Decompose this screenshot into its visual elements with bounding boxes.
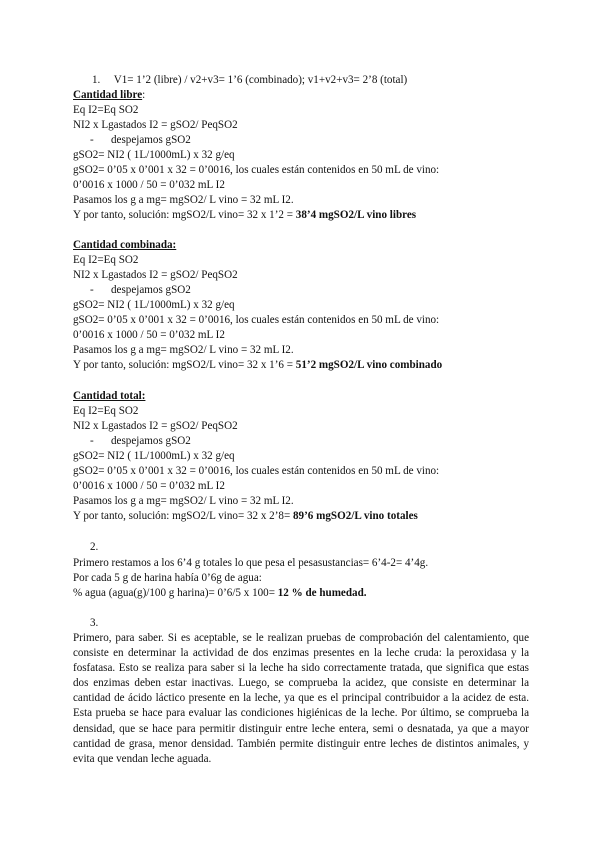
libre-line-7: Pasamos los g a mg= mgSO2/ L vino = 32 mL I2. [73,194,294,206]
libre-heading-colon: : [142,89,146,101]
total-heading: Cantidad total: [73,390,146,402]
combinada-line-6: 0’0016 x 1000 / 50 = 0’032 mL I2 [73,329,225,341]
libre-heading: Cantidad libre [73,89,143,101]
item2-line-1: Primero restamos a los 6’4 g totales lo que pesa el pesasustancias= 6’4-2= 4’4g. [73,557,429,569]
item2-result-text: % agua (agua(g)/100 g harina)= 0’6/5 x 100= [73,587,278,599]
item3-number: 3. [90,617,99,629]
total-line-5: gSO2= 0’05 x 0’001 x 32 = 0’0016, los cuales están contenidos en 50 mL de vino: [73,465,440,477]
item1-text: V1= 1’2 (libre) / v2+v3= 1’6 (combinado); v1+v2+v3= 2’8 (total) [113,74,408,86]
combinada-result-value: 51’2 mgSO2/L vino combinado [295,359,443,371]
combinada-line-7: Pasamos los g a mg= mgSO2/ L vino = 32 mL I2. [73,344,294,356]
total-bullet: - [90,435,94,447]
total-heading-line [73,389,145,404]
libre-line-3: despejamos gSO2 [111,134,191,146]
libre-heading-line [73,88,145,103]
total-line-4: gSO2= NI2 ( 1L/1000mL) x 32 g/eq [73,450,235,462]
item2-result-value: 12 % de humedad. [277,587,367,599]
libre-line-6: 0’0016 x 1000 / 50 = 0’032 mL I2 [73,179,225,191]
libre-result-line [73,208,416,223]
item2-result-line [73,586,367,601]
total-line-1: Eq I2=Eq SO2 [73,405,139,417]
item2-line-2: Por cada 5 g de harina había 0’6g de agua: [73,572,262,584]
libre-result-text: Y por tanto, solución: mgSO2/L vino= 32 x 1’2 = [73,209,296,221]
libre-bullet: - [90,134,94,146]
item1-number: 1. [92,74,101,86]
combinada-heading-line [73,238,176,253]
libre-result-value: 38’4 mgSO2/L vino libres [295,209,417,221]
item1-line [92,73,407,88]
total-result-value: 89’6 mgSO2/L vino totales [293,510,418,522]
item2-number: 2. [90,541,99,553]
total-line-6: 0’0016 x 1000 / 50 = 0’032 mL I2 [73,480,225,492]
combinada-bullet: - [90,284,94,296]
total-result-line [73,509,418,524]
combinada-line-5: gSO2= 0’05 x 0’001 x 32 = 0’0016, los cuales están contenidos en 50 mL de vino: [73,314,440,326]
libre-line-4: gSO2= NI2 ( 1L/1000mL) x 32 g/eq [73,149,235,161]
total-line-3: despejamos gSO2 [111,435,191,447]
libre-line-5: gSO2= 0’05 x 0’001 x 32 = 0’0016, los cuales están contenidos en 50 mL de vino: [73,164,440,176]
total-line-7: Pasamos los g a mg= mgSO2/ L vino = 32 mL I2. [73,495,294,507]
item3-paragraph: Primero, para saber. Si es aceptable, se le realizan pruebas de comprobación del calentamiento, que consiste en determinar la actividad de dos enzimas presentes en la leche cruda: la peroxidasa y la fosfatasa. Esto se realiza para saber si la leche ha sido correctamente tratada, que significa que estas dos enzimas deben estar inactivas. Luego, se comprueba la acidez, que consiste en determinar la cantidad de ácido láctico presente en la leche, ya que es el principal contribuidor a la acidez de esta. Esta prueba se hace para evaluar las condiciones higiénicas de la leche. Por último, se comprueba la densidad, que se hace para permitir distinguir entre leche entera, semi o desnatada, ya que a mayor cantidad de grasa, menor densidad. También permite distinguir entre leches de distintos animales, y evita que vendan leche aguada. [73,632,529,765]
combinada-result-line [73,358,442,373]
combinada-line-4: gSO2= NI2 ( 1L/1000mL) x 32 g/eq [73,299,235,311]
combinada-result-text: Y por tanto, solución: mgSO2/L vino= 32 x 1’6 = [73,359,296,371]
combinada-line-3: despejamos gSO2 [111,284,191,296]
combinada-line-1: Eq I2=Eq SO2 [73,254,139,266]
libre-line-2: NI2 x Lgastados I2 = gSO2/ PeqSO2 [73,119,238,131]
libre-line-1: Eq I2=Eq SO2 [73,104,139,116]
combinada-heading: Cantidad combinada: [73,239,177,251]
total-result-text: Y por tanto, solución: mgSO2/L vino= 32 x 2’8= [73,510,293,522]
total-line-2: NI2 x Lgastados I2 = gSO2/ PeqSO2 [73,420,238,432]
combinada-line-2: NI2 x Lgastados I2 = gSO2/ PeqSO2 [73,269,238,281]
